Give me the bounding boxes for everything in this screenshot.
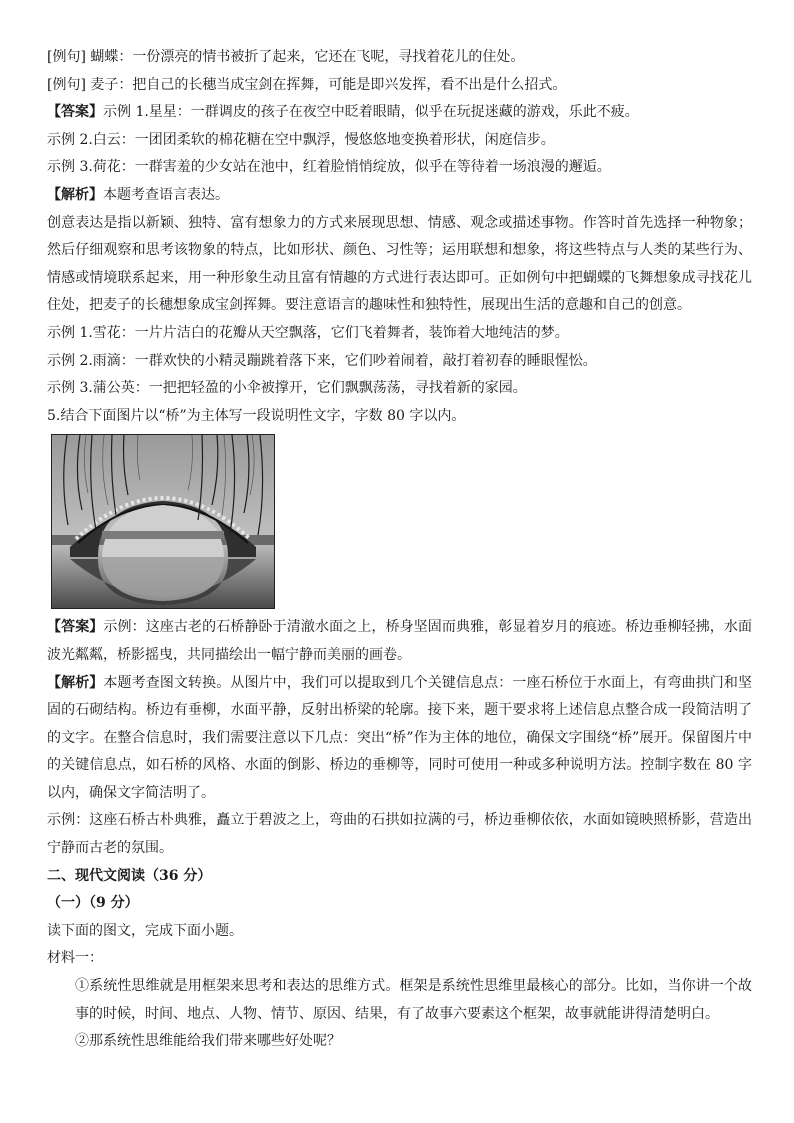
- analysis-1-example: 示例 2.雨滴：一群欢快的小精灵蹦跳着落下来，它们吵着闹着，敲打着初春的睡眼惺忪。: [47, 352, 597, 369]
- answer-1-first-line: [47, 99, 752, 127]
- answer-1-line: 示例 3.荷花：一群害羞的少女站在池中，红着脸悄悄绽放，似乎在等待着一场浪漫的邂逅。: [47, 159, 611, 176]
- answer-1-line: 示例 2.白云：一团团柔软的棉花糖在空中飘浮，慢悠悠地变换着形状，闲庭信步。: [47, 131, 555, 148]
- answer-2-text: 示例：这座古老的石桥静卧于清澈水面之上，桥身坚固而典雅，彰显着岁月的痕迹。桥边垂柳轻拂，水面波光粼粼，桥影摇曳，共同描绘出一幅宁静而美丽的画卷。: [47, 619, 753, 663]
- example-sentence-2: [例句] 麦子：把自己的长穗当成宝剑在挥舞，可能是即兴发挥，看不出是什么招式。: [47, 76, 567, 93]
- answer-label: 【答案】: [47, 104, 103, 121]
- analysis-2-example: 示例：这座石桥古朴典雅，矗立于碧波之上，弯曲的石拱如拉满的弓，桥边垂柳依依，水面如镜映照桥影，营造出宁静而古老的氛围。: [47, 812, 752, 857]
- analysis-label: 【解析】: [47, 186, 103, 203]
- document-page: [47, 44, 752, 1056]
- bridge-photo: [51, 434, 275, 609]
- subsection-1-title: （一）（9 分）: [47, 895, 139, 912]
- question-5: 5.结合下面图片以“桥”为主体写一段说明性文字，字数 80 字以内。: [47, 407, 466, 424]
- material-1-label: 材料一：: [47, 950, 103, 967]
- analysis-1-first-line: [47, 182, 752, 210]
- answer-2: [47, 614, 752, 669]
- analysis-1-text: 本题考查语言表达。: [103, 186, 229, 203]
- analysis-2-text: 本题考查图文转换。从图片中，我们可以提取到几个关键信息点：一座石桥位于水面上，有弯曲拱门和坚固的石砌结构。桥边有垂柳，水面平静，反射出桥梁的轮廓。接下来，题干要求将上述信息点整合成一段简洁明了的文字。在整合信息时，我们需要注意以下几点：突出“桥”作为主体的地位，确保文字围绕“桥”展开。保留图片中的关键信息点，如石桥的风格、水面的倒影、桥边的垂柳等，同时可使用一种或多种说明方法。控制字数在 80 字以内，确保文字简洁明了。: [47, 674, 753, 801]
- analysis-1-body: 创意表达是指以新颖、独特、富有想象力的方式来展现思想、情感、观念或描述事物。作答时首先选择一种物象；然后仔细观察和思考该物象的特点，比如形状、颜色、习性等；运用联想和想象，将这些特点与人类的某些行为、情感或情境联系起来，用一种形象生动且富有情趣的方式进行表达即可。正如例句中把蝴蝶的飞舞想象成寻找花儿住处，把麦子的长穗想象成宝剑挥舞。要注意语言的趣味性和独特性，展现出生活的意趣和自己的创意。: [47, 214, 752, 314]
- example-sentence-1: [例句] 蝴蝶：一份漂亮的情书被折了起来，它还在飞呢，寻找着花儿的住处。: [47, 49, 525, 65]
- material-1-paragraph-2: ②那系统性思维能给我们带来哪些好处呢？: [75, 1033, 341, 1050]
- reading-instruction: 读下面的图文，完成下面小题。: [47, 922, 243, 939]
- section-2-title: 二、现代文阅读（36 分）: [47, 867, 212, 884]
- analysis-label: 【解析】: [47, 674, 104, 691]
- analysis-1-example: 示例 3.蒲公英：一把把轻盈的小伞被撑开，它们飘飘荡荡，寻找着新的家园。: [47, 380, 527, 397]
- answer-1-text: 示例 1.星星：一群调皮的孩子在夜空中眨着眼睛，似乎在玩捉迷藏的游戏，乐此不疲。: [103, 104, 639, 121]
- analysis-1-example: 示例 1.雪花：一片片洁白的花瓣从天空飘落，它们飞着舞者，装饰着大地纯洁的梦。: [47, 324, 569, 341]
- answer-label: 【答案】: [47, 619, 104, 636]
- bridge-photo-svg: [52, 435, 274, 608]
- analysis-2: [47, 670, 752, 808]
- material-1-paragraph-1: ①系统性思维就是用框架来思考和表达的思维方式。框架是系统性思维里最核心的部分。比如，当你讲一个故事的时候，时间、地点、人物、情节、原因、结果，有了故事六要素这个框架，故事就能讲得清楚明白。: [75, 978, 752, 1022]
